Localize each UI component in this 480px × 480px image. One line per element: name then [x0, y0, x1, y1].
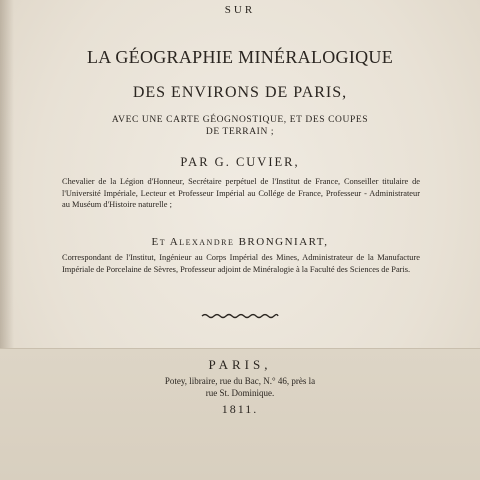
subtitle-line-1: AVEC UNE CARTE GÉOGNOSTIQUE, ET DES COUPES	[111, 115, 369, 125]
author-2-name: Et Alexandre BRONGNIART,	[151, 236, 329, 248]
publisher	[0, 375, 480, 399]
header-word: SUR	[224, 4, 256, 16]
publisher-line-2: rue St. Dominique.	[205, 388, 275, 398]
city: PARIS,	[208, 357, 272, 372]
author-1-titles: Chevalier de la Légion d'Honneur, Secrétaire perpétuel de l'Institut de France, Conseiller titulaire de l'Université Impériale, Lecteur et Professeur Impérial au Collége de France, Professeur - Administrateur au Muséum d'Histoire naturelle ;	[62, 177, 420, 210]
subtitle-line-2: DE TERRAIN ;	[205, 127, 275, 137]
title-line-1: LA GÉOGRAPHIE MINÉRALOGIQUE	[86, 47, 394, 67]
author-1-name: PAR G. CUVIER,	[180, 155, 300, 169]
author-2-titles: Correspondant de l'Institut, Ingénieur au Corps Impérial des Mines, Administrateur de la Manufacture Impériale de Porcelaine de Sèvres, Professeur adjoint de Minéralogie à la Faculté des Sciences de Paris.	[62, 253, 420, 274]
publication-year: 1811.	[221, 402, 259, 416]
ornamental-rule	[0, 312, 480, 320]
publisher-line-1: Potey, libraire, rue du Bac, N.° 46, près la	[164, 376, 316, 386]
title-line-2: DES ENVIRONS DE PARIS,	[132, 84, 348, 101]
subtitle	[0, 114, 480, 138]
ornament-wave-icon	[200, 312, 280, 320]
